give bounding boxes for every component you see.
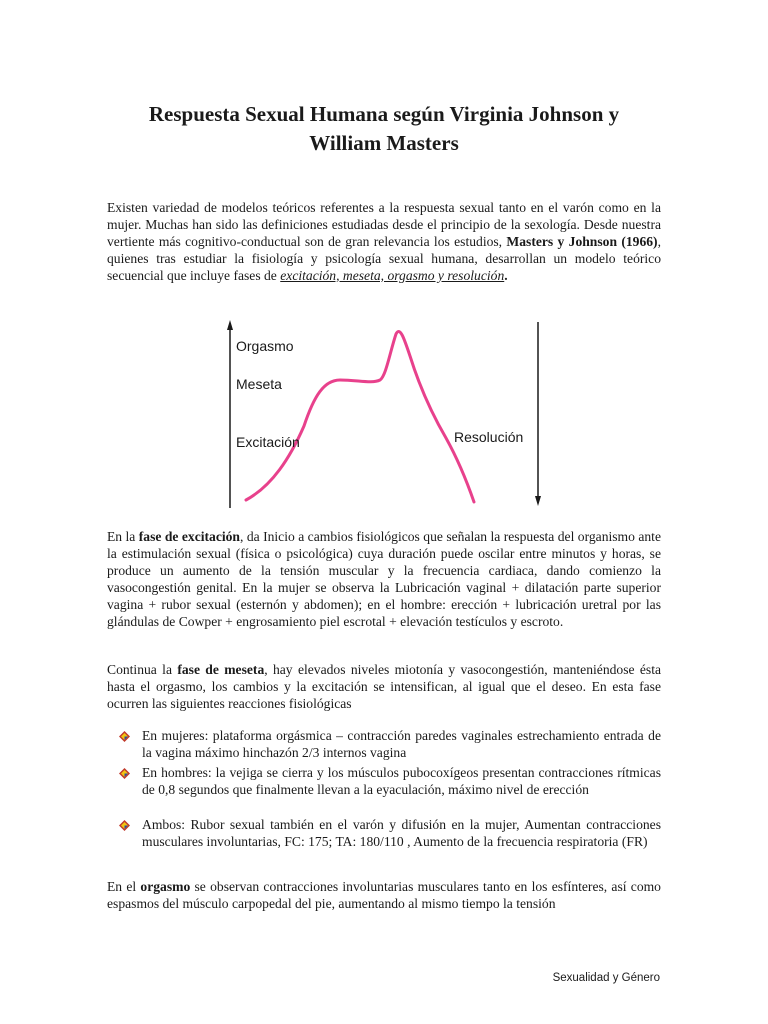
bullet-icon <box>119 731 130 742</box>
right-arrowhead-icon <box>535 496 541 506</box>
left-arrowhead-icon <box>227 320 233 330</box>
label-excitacion: Excitación <box>236 434 300 450</box>
bullet-text: En mujeres: plataforma orgásmica – contracción paredes vaginales estrechamiento entrada de la vagina máximo hinchazón 2/3 internos vagina <box>142 728 661 760</box>
orgasm-text-a: En el <box>107 879 141 894</box>
plateau-text-a: Continua la <box>107 662 178 677</box>
bullet-icon <box>119 820 130 831</box>
intro-text-b: , quienes tras estudiar la fisiología y psicología sexual humana, desarrollan un modelo teórico secuencial que incluye fases de <box>107 233 661 283</box>
bullet-icon <box>119 768 130 779</box>
orgasm-paragraph <box>107 879 661 913</box>
orgasm-term: orgasmo <box>140 879 191 894</box>
label-resolucion: Resolución <box>454 429 524 445</box>
excitation-text-a: En la <box>107 529 139 544</box>
intro-phases: excitación, meseta, orgasmo y resolución <box>280 267 505 283</box>
intro-text-c: . <box>504 267 508 283</box>
sexual-response-diagram <box>220 318 550 514</box>
bullet-item-both <box>142 817 661 851</box>
plateau-paragraph <box>107 662 661 713</box>
intro-text-a: Existen variedad de modelos teóricos referentes a la respuesta sexual tanto en el varón como en la mujer. Muchas han sido las definiciones estudiadas desde el principio de la sexología. Desde nuestra vertiente más cognitivo-conductual son de gran relevancia los estudios, <box>107 200 661 249</box>
plateau-text-b: , hay elevados niveles miotonía y vasocongestión, manteniéndose ésta hasta el orgasmo, los cambios y la excitación se intensifican, al igual que el deseo. En esta fase ocurren las siguientes reacciones fisiológicas <box>107 662 662 711</box>
excitation-paragraph <box>107 529 661 630</box>
intro-authors: Masters y Johnson (1966) <box>506 233 658 249</box>
page-footer: Sexualidad y Género <box>552 972 660 984</box>
bullet-text: Ambos: Rubor sexual también en el varón y difusión en la mujer, Aumentan contracciones musculares involuntarias, FC: 175; TA: 180/110 , Aumento de la frecuencia respiratoria (FR) <box>142 817 661 849</box>
label-orgasmo: Orgasmo <box>236 338 294 354</box>
excitation-term: fase de excitación <box>138 529 240 544</box>
label-meseta: Meseta <box>236 376 282 392</box>
orgasm-text-b: se observan contracciones involuntarias musculares tanto en los esfínteres, así como espasmos del músculo carpopedal del pie, aumentando al mismo tiempo la tensión <box>107 879 661 911</box>
bullet-item-men <box>142 765 661 799</box>
title-line-2: William Masters <box>309 131 459 155</box>
intro-paragraph <box>107 200 661 285</box>
bullet-item-women <box>142 728 661 762</box>
document-title <box>100 100 668 158</box>
title-line-1: Respuesta Sexual Humana según Virginia Johnson y <box>148 102 620 126</box>
plateau-term: fase de meseta <box>177 662 265 677</box>
excitation-text-b: , da Inicio a cambios fisiológicos que señalan la respuesta del organismo ante la estimulación sexual (física o psicológica) cuya duración puede oscilar entre minutos y horas, se produce un aumento de la tensión muscular y la frecuencia cardiaca, dando comienzo la vasocongestión genital. En la mujer se observa la Lubricación vaginal + dilatación parte superior vagina + rubor sexual (esternón y abdomen); en el hombre: erección + lubricación uretral por las glándulas de Cowper + engrosamiento piel escrotal + elevación testículos y escroto. <box>107 529 661 629</box>
response-curve <box>246 331 474 502</box>
bullet-text: En hombres: la vejiga se cierra y los músculos pubocoxígeos presentan contracciones rítmicas de 0,8 segundos que finalmente llevan a la eyaculación, máximo nivel de erección <box>142 765 661 797</box>
